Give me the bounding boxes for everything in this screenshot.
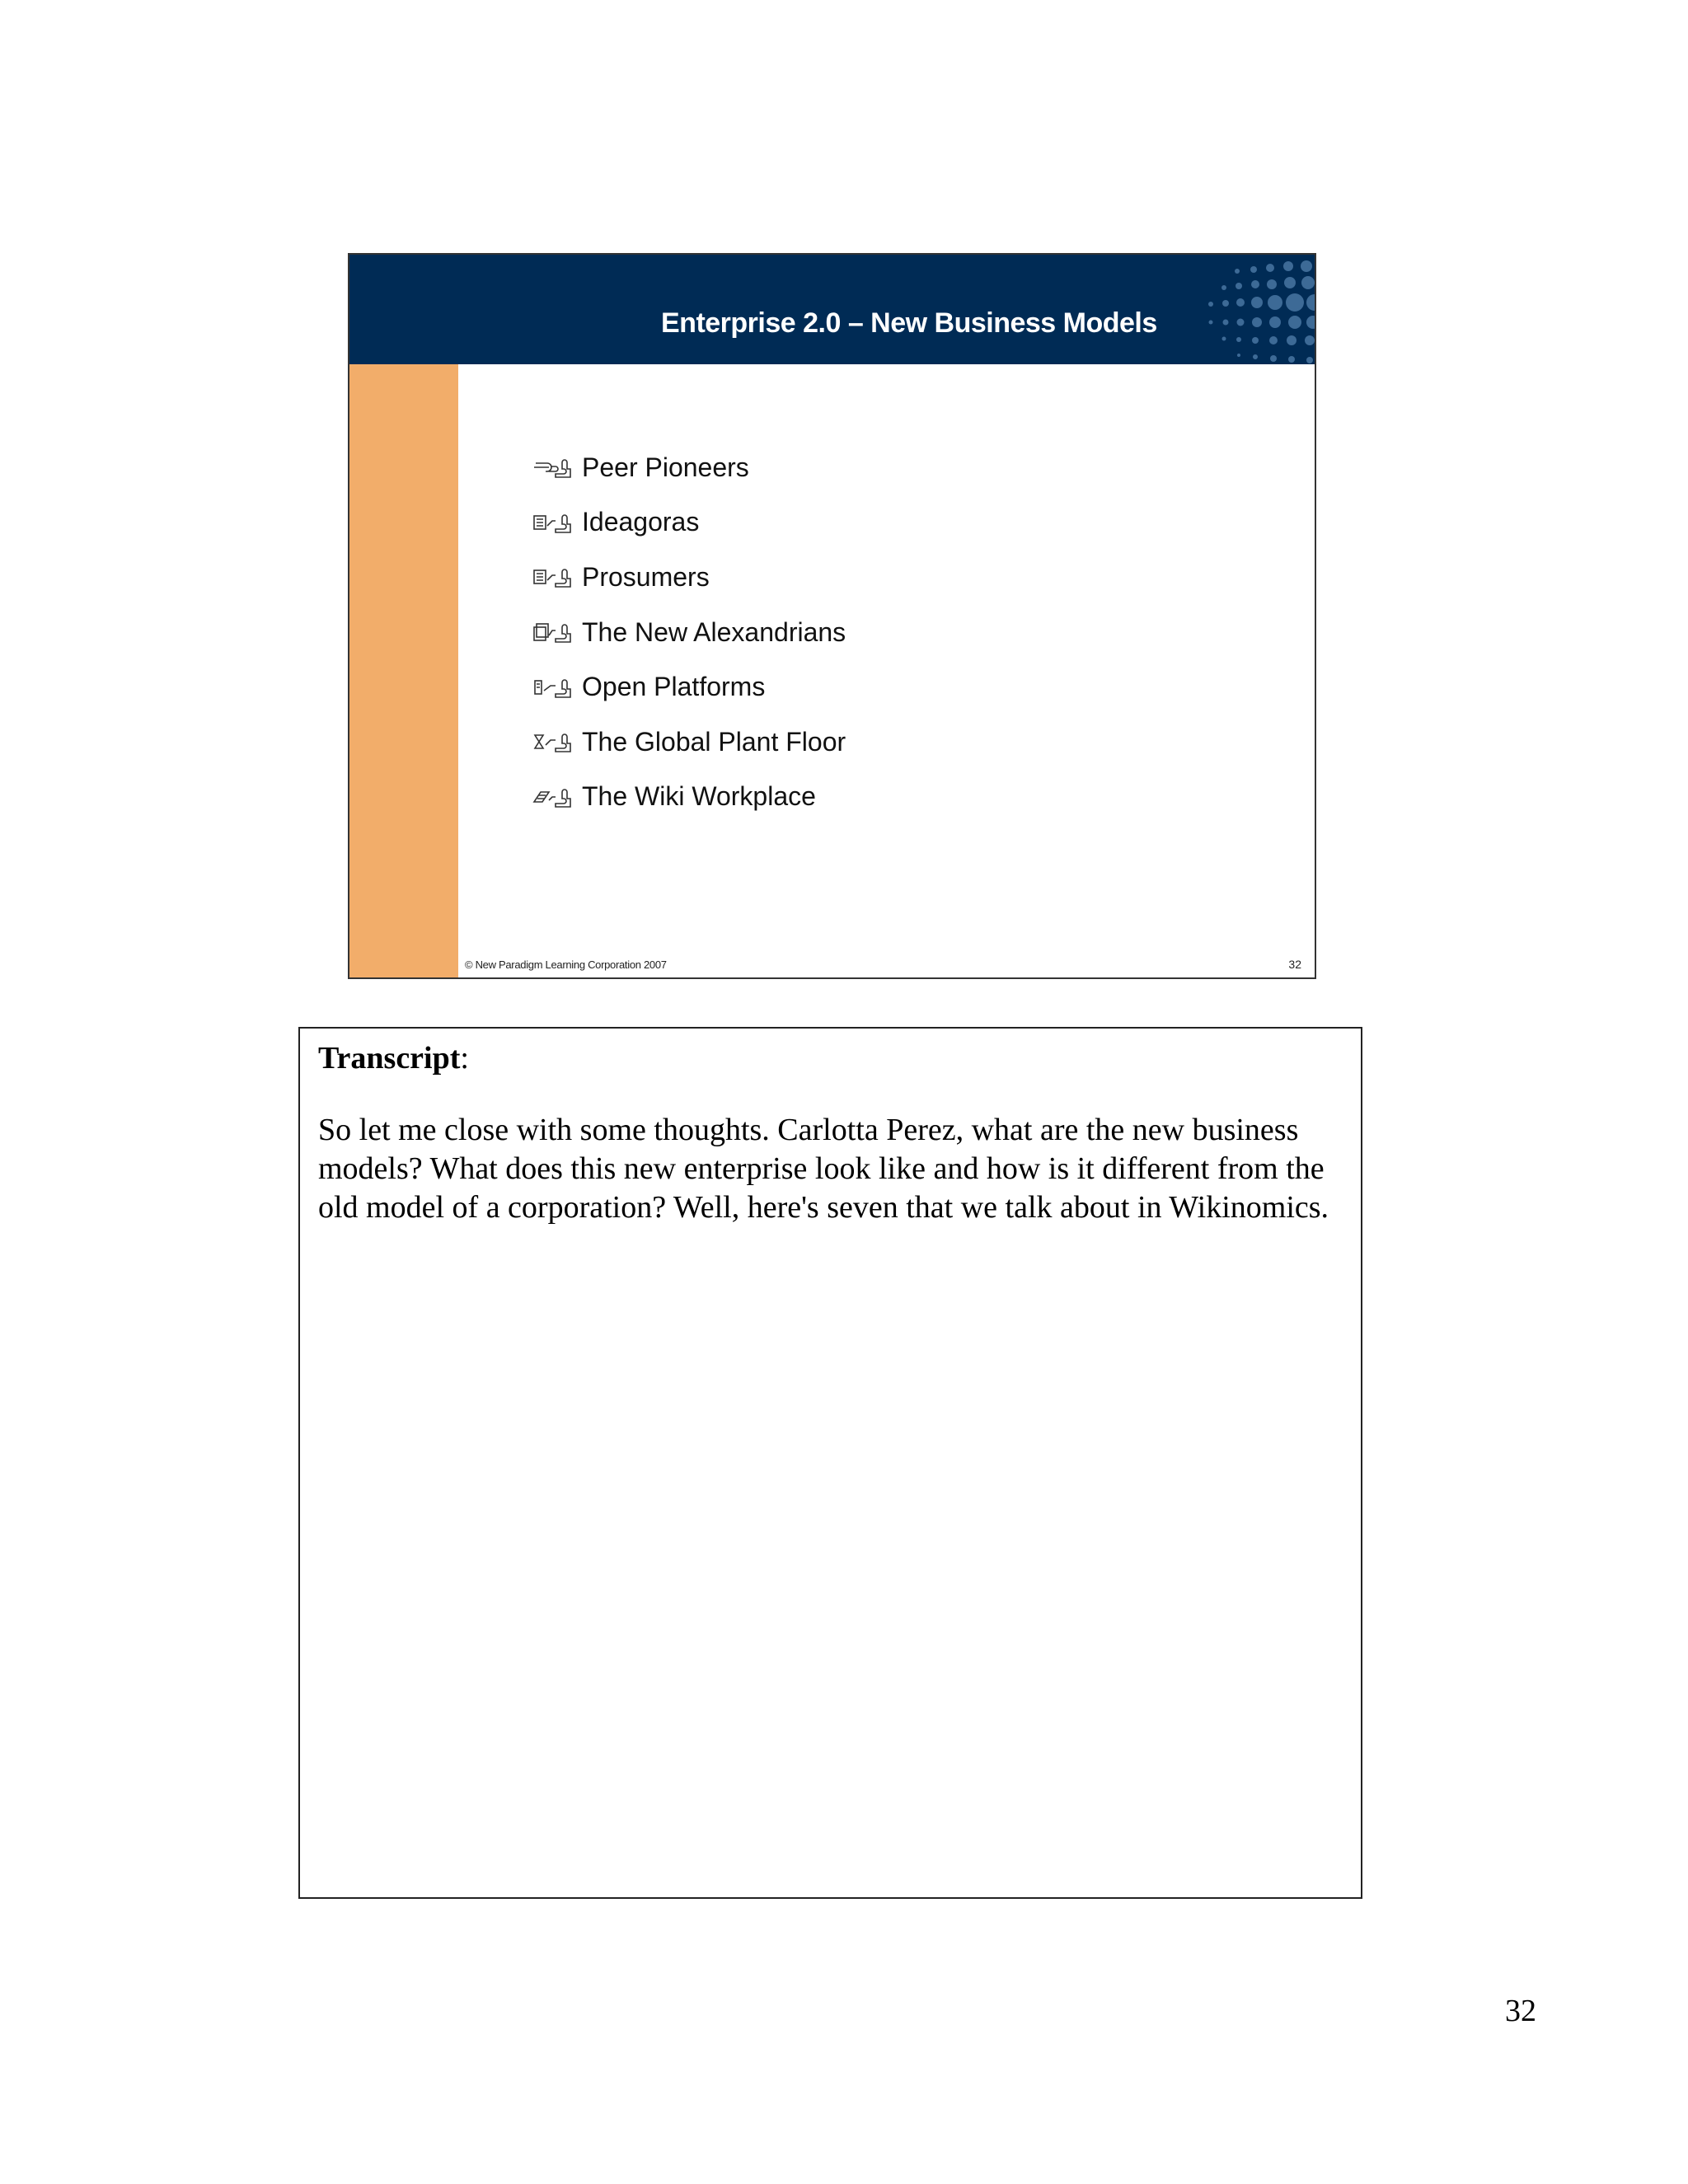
transcript-body: So let me close with some thoughts. Carlotta Perez, what are the new business models? What does this new enterprise look like and how is it different from the old model of a corporation? Well, here's seven that we talk about in Wikinomics. bbox=[318, 1112, 1329, 1225]
transcript-heading-colon: : bbox=[460, 1041, 469, 1076]
hand-pointing-icon bbox=[532, 456, 574, 479]
hand-pointing-icon bbox=[532, 730, 574, 753]
transcript-heading bbox=[318, 1040, 1343, 1078]
page-number: 32 bbox=[1505, 1994, 1536, 2028]
slide-copyright: © New Paradigm Learning Corporation 2007 bbox=[465, 958, 667, 971]
slide-title: Enterprise 2.0 – New Business Models bbox=[661, 307, 1157, 339]
transcript-heading-label: Transcript bbox=[318, 1041, 461, 1076]
bullet-label: Ideagoras bbox=[582, 507, 700, 537]
list-item bbox=[532, 550, 846, 605]
list-item bbox=[532, 440, 846, 495]
list-item bbox=[532, 770, 846, 825]
transcript-box bbox=[298, 1027, 1362, 1899]
bullet-label: Open Platforms bbox=[582, 672, 766, 702]
slide-number: 32 bbox=[1288, 958, 1301, 971]
hand-pointing-icon bbox=[532, 621, 574, 644]
bullet-label: The Global Plant Floor bbox=[582, 726, 846, 757]
bullet-label: The Wiki Workplace bbox=[582, 781, 816, 812]
bullet-label: Prosumers bbox=[582, 561, 710, 592]
slide-header bbox=[349, 255, 1315, 364]
hand-pointing-icon bbox=[532, 676, 574, 699]
slide-image bbox=[348, 253, 1316, 979]
hand-pointing-icon bbox=[532, 511, 574, 534]
bullet-label: The New Alexandrians bbox=[582, 616, 846, 647]
list-item bbox=[532, 715, 846, 770]
dot-pattern-icon bbox=[1191, 255, 1315, 364]
list-item bbox=[532, 605, 846, 660]
list-item bbox=[532, 659, 846, 715]
bullet-list bbox=[532, 440, 846, 824]
hand-pointing-icon bbox=[532, 785, 574, 808]
hand-pointing-icon bbox=[532, 565, 574, 588]
bullet-label: Peer Pioneers bbox=[582, 452, 749, 482]
slide-sidebar bbox=[349, 364, 458, 979]
list-item bbox=[532, 495, 846, 551]
